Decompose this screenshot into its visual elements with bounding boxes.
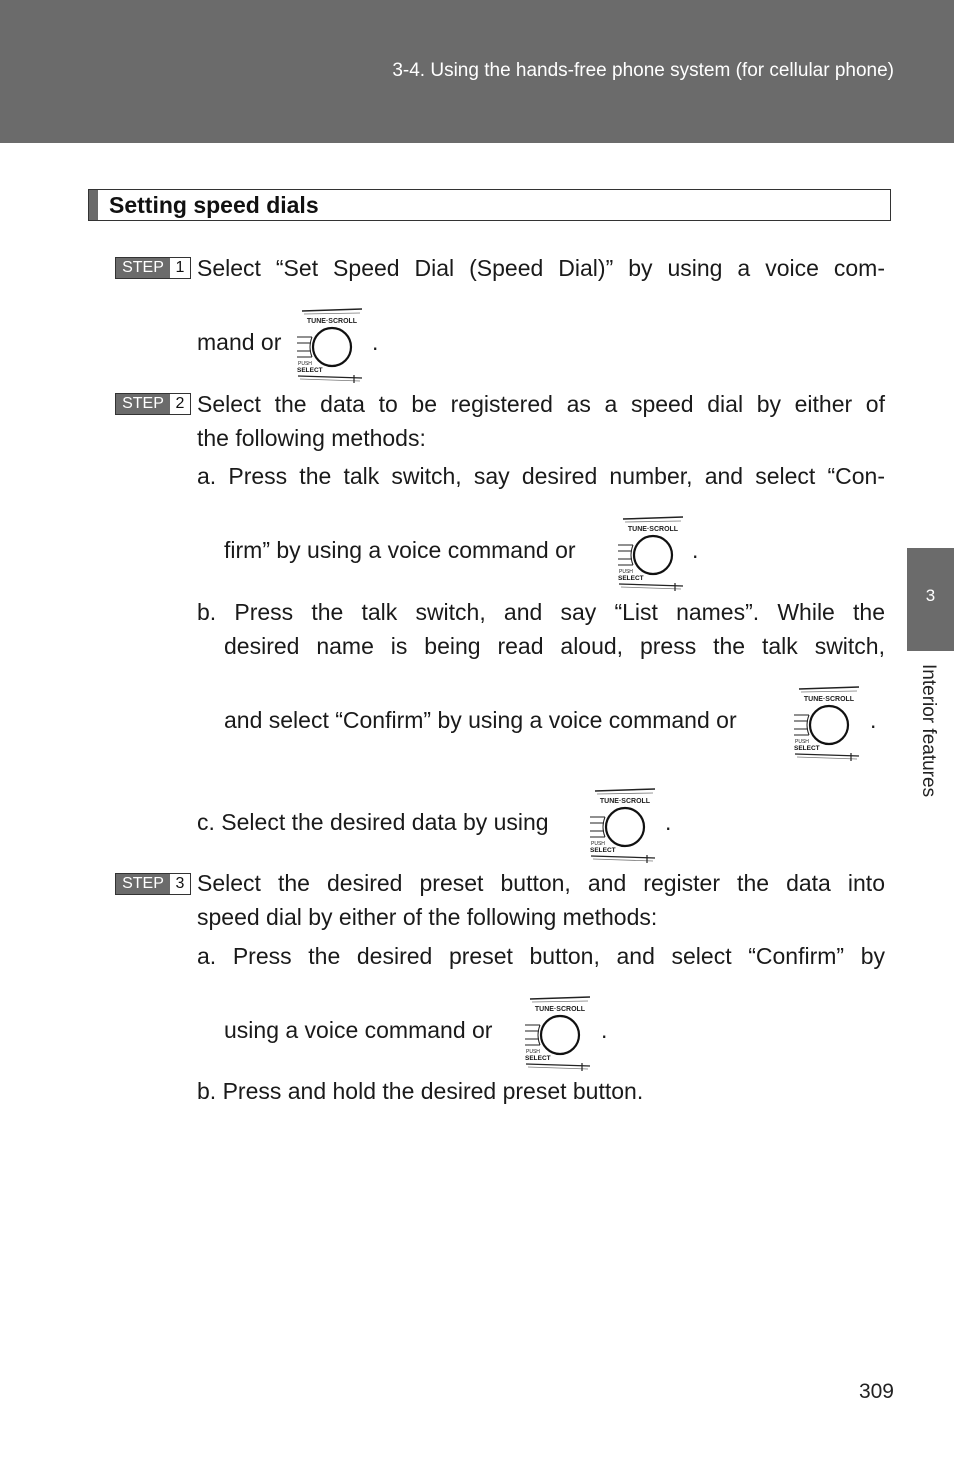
tune-scroll-knob-icon	[615, 515, 687, 591]
step-3-text-line: Select the desired preset button, and register the data into	[197, 870, 885, 896]
step-2-option-a-line: firm” by using a voice command or	[224, 537, 576, 563]
svg-text:PUSH: PUSH	[591, 841, 605, 847]
step-3-text-line: speed dial by either of the following methods:	[197, 904, 658, 930]
step-1-period: .	[372, 329, 379, 355]
page-header	[0, 0, 954, 143]
page-number: 309	[858, 1380, 894, 1403]
tune-scroll-knob-icon	[294, 307, 366, 383]
svg-text:SELECT: SELECT	[525, 1055, 551, 1062]
step-2-option-b-line: desired name is being read aloud, press the talk switch,	[224, 633, 885, 659]
svg-text:TUNE·SCROLL: TUNE·SCROLL	[306, 318, 358, 325]
step-2-text-line: the following methods:	[197, 425, 426, 451]
section-heading	[88, 189, 891, 221]
section-title: Setting speed dials	[109, 192, 319, 218]
step-badge-label: STEP	[116, 394, 170, 414]
step-1-text-line: mand or	[197, 329, 282, 355]
step-badge-number: 1	[170, 258, 190, 278]
step-2-text-line: Select the data to be registered as a speed dial by either of	[197, 391, 885, 417]
svg-text:SELECT: SELECT	[590, 847, 616, 854]
step-badge-number: 3	[170, 874, 190, 894]
step-3-badge	[115, 873, 191, 895]
tune-scroll-knob-icon	[587, 787, 659, 863]
svg-text:TUNE·SCROLL: TUNE·SCROLL	[599, 798, 651, 805]
step-2-option-c-line: c. Select the desired data by using	[197, 809, 549, 835]
step-3-option-b-line: b. Press and hold the desired preset button.	[197, 1078, 644, 1104]
step-1-badge	[115, 257, 191, 279]
chapter-number: 3	[925, 586, 936, 605]
svg-text:PUSH: PUSH	[795, 739, 809, 745]
step-2-option-a-line: a. Press the talk switch, say desired number, and select “Con-	[197, 463, 885, 489]
step-badge-label: STEP	[116, 258, 170, 278]
svg-text:PUSH: PUSH	[526, 1049, 540, 1055]
svg-text:PUSH: PUSH	[298, 361, 312, 367]
chapter-tab	[907, 548, 954, 651]
section-marker	[89, 190, 98, 220]
step-badge-number: 2	[170, 394, 190, 414]
svg-text:PUSH: PUSH	[619, 569, 633, 575]
step-2-option-c-period: .	[665, 809, 672, 835]
step-2-option-a-period: .	[692, 537, 699, 563]
svg-text:SELECT: SELECT	[297, 367, 323, 374]
svg-text:TUNE·SCROLL: TUNE·SCROLL	[803, 696, 855, 703]
step-2-option-b-line: and select “Confirm” by using a voice command or	[224, 707, 737, 733]
step-3-option-a-line: a. Press the desired preset button, and select “Confirm” by	[197, 943, 885, 969]
svg-text:TUNE·SCROLL: TUNE·SCROLL	[627, 526, 679, 533]
step-2-option-b-line: b. Press the talk switch, and say “List names”. While the	[197, 599, 885, 625]
step-3-option-a-line: using a voice command or	[224, 1017, 493, 1043]
step-3-option-a-period: .	[601, 1017, 608, 1043]
step-badge-label: STEP	[116, 874, 170, 894]
tune-scroll-knob-icon	[791, 685, 863, 761]
step-2-option-b-period: .	[870, 707, 877, 733]
svg-text:TUNE·SCROLL: TUNE·SCROLL	[534, 1006, 586, 1013]
svg-text:SELECT: SELECT	[794, 745, 820, 752]
header-title: 3-4. Using the hands-free phone system (for cellular phone)	[392, 60, 894, 81]
svg-text:SELECT: SELECT	[618, 575, 644, 582]
step-2-badge	[115, 393, 191, 415]
chapter-label: Interior features	[918, 664, 939, 798]
step-1-text-line: Select “Set Speed Dial (Speed Dial)” by using a voice com-	[197, 255, 885, 281]
tune-scroll-knob-icon	[522, 995, 594, 1071]
